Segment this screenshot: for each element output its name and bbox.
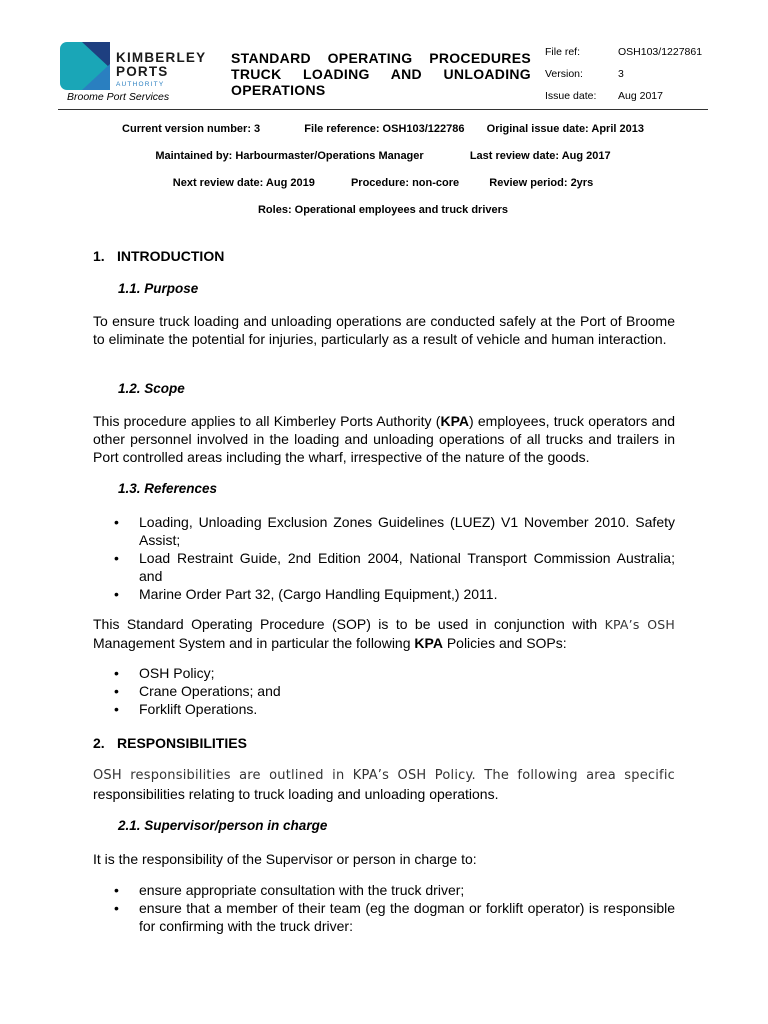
supervisor-duties-list [93,881,675,935]
file-reference: File reference: OSH103/122786 [304,123,465,135]
list-item [93,682,675,700]
policy-text: Forklift Operations. [139,701,258,717]
section-title: INTRODUCTION [117,248,225,264]
list-item [93,513,675,549]
bullet-icon: • [114,882,119,898]
scope-text-kpa: KPA [440,413,469,429]
document-meta-table [545,46,702,112]
supervisor-heading: 2.1. Supervisor/person in charge [118,818,328,833]
sop-text-b: Management System and in particular the following [93,635,415,651]
maintained-by: Maintained by: Harbourmaster/Operations Manager [155,150,424,162]
policy-text: Crane Operations; and [139,683,281,699]
bullet-icon: • [114,550,119,566]
info-line-1 [58,123,708,135]
references-heading: 1.3. References [118,481,218,496]
original-issue-date: Original issue date: April 2013 [486,123,644,135]
info-line-3 [58,177,708,189]
list-item [93,549,675,585]
policy-text: OSH Policy; [139,665,215,681]
sop-text-kpa: KPA [414,635,443,651]
procedure-type: Procedure: non-core [350,177,460,189]
section-number: 1. [93,248,105,264]
document-title [231,50,531,98]
bullet-icon: • [114,683,119,699]
bullet-icon: • [114,900,119,916]
reference-text: Marine Order Part 32, (Cargo Handling Equipment,) 2011. [139,586,498,602]
policies-list [93,664,675,718]
scope-paragraph [93,412,675,466]
bullet-icon: • [114,586,119,602]
meta-label: Issue date: [545,90,597,102]
responsibilities-intro-line1 [93,767,675,785]
responsibilities-intro-line2: responsibilities relating to truck loading and unloading operations. [93,786,499,802]
list-item [93,899,675,935]
meta-label: File ref: [545,46,581,58]
meta-value: Aug 2017 [618,90,663,102]
list-item [93,700,675,718]
list-item [93,664,675,682]
list-item [93,585,675,603]
scope-heading: 1.2. Scope [118,381,185,396]
scope-text-b: ) employees, truck operators and other personnel involved in the loading and unloading operations of all trucks and trailers in Port controlled areas including the wharf, irrespective of the nature of the goods. [93,413,676,465]
sop-text-c: Policies and SOPs: [442,635,567,651]
meta-value: OSH103/1227861 [618,46,703,58]
info-line-2 [58,150,708,162]
meta-value: 3 [618,68,624,80]
section-number: 2. [93,735,105,751]
last-review-date: Last review date: Aug 2017 [469,150,611,162]
purpose-paragraph: To ensure truck loading and unloading operations are conducted safely at the Port of Broome to eliminate the potential for injuries, particularly as a result of vehicle and human interaction. [93,313,675,347]
bullet-icon: • [114,701,119,717]
next-review-date: Next review date: Aug 2019 [172,177,315,189]
bullet-icon: • [114,514,119,530]
reference-text: Loading, Unloading Exclusion Zones Guidelines (LUEZ) V1 November 2010. Safety Assist; [139,514,675,548]
sop-text-light: KPA’s OSH [604,617,676,632]
meta-row-version [545,68,702,90]
meta-label: Version: [545,68,583,80]
header-divider [58,109,708,110]
duty-text: ensure appropriate consultation with the truck driver; [139,882,465,898]
org-name [116,51,206,79]
org-tagline: Broome Port Services [67,91,170,103]
org-name-sub: AUTHORITY [116,81,165,88]
purpose-heading: 1.1. Purpose [118,281,199,296]
title-line3: OPERATIONS [231,82,326,98]
section-2-heading [93,735,247,751]
responsibilities-intro-light: OSH responsibilities are outlined in KPA’s OSH Policy. The following area specific [93,768,675,783]
sop-text-a: This Standard Operating Procedure (SOP) is to be used in conjunction with [93,616,605,632]
title-line1: STANDARD OPERATING PROCEDURES [231,50,531,66]
kpa-logo-icon [60,42,110,90]
info-line-roles: Roles: Operational employees and truck drivers [257,204,509,216]
section-title: RESPONSIBILITIES [117,735,247,751]
review-period: Review period: 2yrs [489,177,594,189]
bullet-icon: • [114,665,119,681]
meta-row-file-ref [545,46,702,68]
org-name-line2: PORTS [116,64,169,79]
sop-paragraph [93,615,675,652]
title-line2: TRUCK LOADING AND UNLOADING [231,66,531,82]
current-version: Current version number: 3 [122,123,261,135]
supervisor-paragraph: It is the responsibility of the Supervisor or person in charge to: [93,851,477,867]
org-name-line1: KIMBERLEY [116,50,207,65]
duty-text: ensure that a member of their team (eg the dogman or forklift operator) is responsible for confirming with the truck driver: [139,900,675,934]
scope-text-a: This procedure applies to all Kimberley Ports Authority ( [93,413,441,429]
section-1-heading [93,248,224,264]
list-item [93,881,675,899]
reference-text: Load Restraint Guide, 2nd Edition 2004, National Transport Commission Australia; and [139,550,675,584]
references-list [93,513,675,603]
